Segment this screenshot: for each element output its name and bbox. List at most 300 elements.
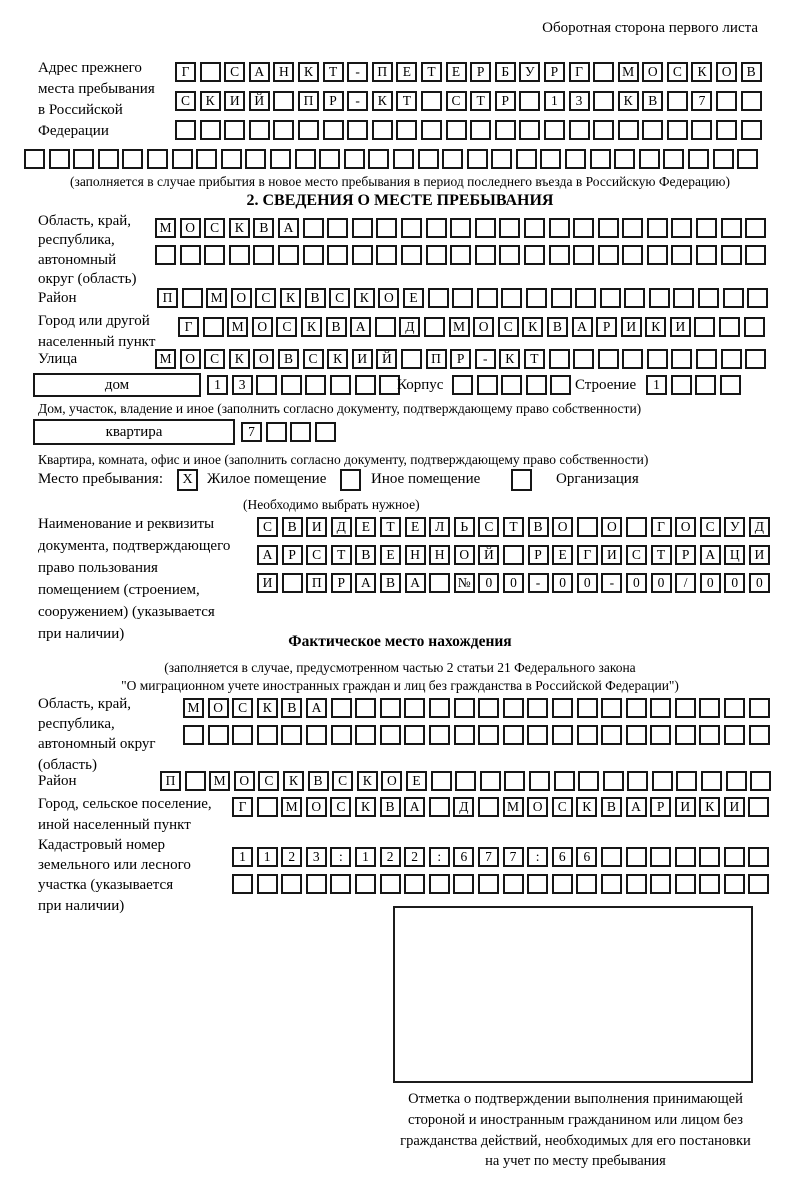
char-cell: О xyxy=(252,317,273,337)
char-cell xyxy=(748,797,769,817)
char-cell: В xyxy=(278,349,299,369)
char-cell: В xyxy=(326,317,347,337)
stay-option-org-label: Организация xyxy=(556,471,639,487)
char-cell xyxy=(720,375,741,395)
house-number-row xyxy=(207,375,400,395)
char-cell xyxy=(671,349,692,369)
label-line: места пребывания xyxy=(38,81,155,97)
char-cell: Н xyxy=(273,62,294,82)
stay-checkbox-inoe xyxy=(340,469,361,491)
label-line: (область) xyxy=(38,756,97,773)
char-cell: К xyxy=(691,62,712,82)
char-cell xyxy=(203,317,224,337)
char-cell xyxy=(721,245,742,265)
char-cell xyxy=(475,218,496,238)
char-cell: 0 xyxy=(478,573,499,593)
char-cell xyxy=(524,245,545,265)
apartment-type-box: квартира xyxy=(33,419,235,445)
char-cell xyxy=(549,245,570,265)
char-cell xyxy=(282,573,303,593)
label-line: Федерации xyxy=(38,123,109,139)
region-row-1 xyxy=(155,218,766,238)
char-cell: К xyxy=(645,317,666,337)
char-cell xyxy=(200,62,221,82)
char-cell xyxy=(741,120,762,140)
char-cell xyxy=(549,218,570,238)
char-cell xyxy=(639,149,660,169)
char-cell: В xyxy=(380,573,401,593)
char-cell xyxy=(749,725,770,745)
char-cell xyxy=(724,847,745,867)
char-cell xyxy=(122,149,143,169)
stay-place-label: Место пребывания: xyxy=(38,471,163,487)
char-cell: А xyxy=(626,797,647,817)
char-cell: О xyxy=(306,797,327,817)
char-cell: П xyxy=(306,573,327,593)
cadastral-label xyxy=(38,835,191,916)
char-cell: Р xyxy=(323,91,344,111)
char-cell: Г xyxy=(178,317,199,337)
char-cell: 7 xyxy=(478,847,499,867)
corner-note: Оборотная сторона первого листа xyxy=(542,20,758,36)
char-cell xyxy=(501,288,522,308)
char-cell xyxy=(147,149,168,169)
char-cell: Р xyxy=(331,573,352,593)
char-cell xyxy=(598,218,619,238)
char-cell: Д xyxy=(399,317,420,337)
char-cell xyxy=(745,218,766,238)
char-cell: С xyxy=(232,698,253,718)
char-cell xyxy=(701,771,722,791)
char-cell xyxy=(429,573,450,593)
char-cell xyxy=(376,245,397,265)
char-cell: А xyxy=(404,797,425,817)
actual-region-row-2 xyxy=(183,725,770,745)
char-cell xyxy=(593,62,614,82)
char-cell xyxy=(696,245,717,265)
char-cell: - xyxy=(475,349,496,369)
char-cell: 0 xyxy=(503,573,524,593)
char-cell xyxy=(577,725,598,745)
char-cell xyxy=(529,771,550,791)
char-cell: И xyxy=(352,349,373,369)
char-cell: К xyxy=(327,349,348,369)
char-cell xyxy=(601,874,622,894)
char-cell xyxy=(478,797,499,817)
char-cell: П xyxy=(298,91,319,111)
char-cell: 0 xyxy=(577,573,598,593)
actual-city-label xyxy=(38,794,212,835)
prev-address-label xyxy=(38,58,155,142)
char-cell: Р xyxy=(596,317,617,337)
char-cell xyxy=(330,874,351,894)
char-cell xyxy=(747,288,768,308)
label-line: помещением (строением, xyxy=(38,581,200,598)
char-cell xyxy=(499,245,520,265)
char-cell xyxy=(601,725,622,745)
char-cell xyxy=(306,725,327,745)
char-cell xyxy=(652,771,673,791)
char-cell: Р xyxy=(495,91,516,111)
char-cell: К xyxy=(357,771,378,791)
char-cell: В xyxy=(355,545,376,565)
char-cell xyxy=(421,120,442,140)
char-cell xyxy=(573,349,594,369)
char-cell: О xyxy=(675,517,696,537)
char-cell: - xyxy=(347,91,368,111)
char-cell xyxy=(671,245,692,265)
char-cell xyxy=(327,245,348,265)
char-cell: О xyxy=(716,62,737,82)
char-cell xyxy=(429,698,450,718)
char-cell xyxy=(221,149,242,169)
char-cell: Т xyxy=(651,545,672,565)
apartment-number-row xyxy=(241,422,336,442)
char-cell xyxy=(298,120,319,140)
char-cell xyxy=(452,288,473,308)
char-cell: К xyxy=(354,288,375,308)
char-cell xyxy=(503,874,524,894)
char-cell xyxy=(224,120,245,140)
label-line: Город, сельское поселение, xyxy=(38,796,212,812)
char-cell: 0 xyxy=(724,573,745,593)
stamp-box xyxy=(393,906,753,1083)
char-cell: М xyxy=(503,797,524,817)
prev-address-row-3 xyxy=(175,120,762,140)
house-type-box: дом xyxy=(33,373,201,397)
prev-address-row-1 xyxy=(175,62,762,82)
char-cell: К xyxy=(522,317,543,337)
actual-city-row xyxy=(232,797,769,817)
char-cell: С xyxy=(330,797,351,817)
char-cell xyxy=(526,288,547,308)
char-cell xyxy=(477,288,498,308)
char-cell xyxy=(323,120,344,140)
prev-address-row-4 xyxy=(24,149,758,169)
char-cell xyxy=(401,245,422,265)
char-cell xyxy=(426,245,447,265)
char-cell: И xyxy=(601,545,622,565)
char-cell xyxy=(303,218,324,238)
cadastral-row-1 xyxy=(232,847,769,867)
char-cell: С xyxy=(667,62,688,82)
stay-note: (Необходимо выбрать нужное) xyxy=(243,497,420,512)
char-cell: Р xyxy=(282,545,303,565)
label-line: иной населенный пункт xyxy=(38,816,191,833)
document-label xyxy=(38,514,230,645)
char-cell xyxy=(253,245,274,265)
char-cell xyxy=(622,349,643,369)
char-cell xyxy=(626,698,647,718)
char-cell: С xyxy=(700,517,721,537)
char-cell xyxy=(424,317,445,337)
char-cell: В xyxy=(281,698,302,718)
char-cell: 6 xyxy=(552,847,573,867)
char-cell xyxy=(676,771,697,791)
label-line: стороной и иностранным гражданином или лицом без xyxy=(408,1111,743,1128)
char-cell: В xyxy=(547,317,568,337)
char-cell xyxy=(593,120,614,140)
char-cell xyxy=(257,874,278,894)
char-cell: - xyxy=(347,62,368,82)
char-cell xyxy=(748,847,769,867)
char-cell: 3 xyxy=(232,375,253,395)
char-cell: А xyxy=(350,317,371,337)
char-cell: М xyxy=(206,288,227,308)
char-cell: 2 xyxy=(404,847,425,867)
char-cell xyxy=(598,349,619,369)
char-cell: К xyxy=(576,797,597,817)
label-line: автономный xyxy=(38,251,117,268)
char-cell xyxy=(245,149,266,169)
char-cell xyxy=(501,375,522,395)
char-cell xyxy=(527,725,548,745)
char-cell: С xyxy=(498,317,519,337)
char-cell xyxy=(404,725,425,745)
char-cell: С xyxy=(446,91,467,111)
char-cell xyxy=(713,149,734,169)
char-cell xyxy=(724,698,745,718)
char-cell xyxy=(204,245,225,265)
char-cell xyxy=(295,149,316,169)
char-cell xyxy=(319,149,340,169)
char-cell xyxy=(663,149,684,169)
document-row-1 xyxy=(257,517,770,537)
region-label xyxy=(38,212,136,290)
char-cell: Й xyxy=(249,91,270,111)
char-cell: 2 xyxy=(281,847,302,867)
char-cell: Д xyxy=(749,517,770,537)
char-cell xyxy=(503,725,524,745)
actual-district-label: Район xyxy=(38,773,77,789)
cadastral-row-2 xyxy=(232,874,769,894)
street-label: Улица xyxy=(38,351,78,367)
char-cell xyxy=(257,797,278,817)
char-cell: У xyxy=(519,62,540,82)
char-cell xyxy=(750,771,771,791)
char-cell: 6 xyxy=(453,847,474,867)
char-cell: 1 xyxy=(232,847,253,867)
char-cell xyxy=(699,874,720,894)
char-cell xyxy=(450,218,471,238)
char-cell: К xyxy=(499,349,520,369)
char-cell xyxy=(504,771,525,791)
char-cell: Т xyxy=(331,545,352,565)
char-cell xyxy=(499,218,520,238)
char-cell: П xyxy=(160,771,181,791)
char-cell: : xyxy=(330,847,351,867)
char-cell xyxy=(694,317,715,337)
char-cell: 1 xyxy=(257,847,278,867)
char-cell xyxy=(696,349,717,369)
char-cell: А xyxy=(278,218,299,238)
char-cell: С xyxy=(175,91,196,111)
char-cell xyxy=(724,725,745,745)
char-cell xyxy=(601,847,622,867)
char-cell xyxy=(478,874,499,894)
char-cell xyxy=(552,698,573,718)
char-cell: С xyxy=(626,545,647,565)
char-cell: Е xyxy=(380,545,401,565)
stay-option-zhiloe-label: Жилое помещение xyxy=(207,471,327,487)
char-cell: К xyxy=(618,91,639,111)
char-cell xyxy=(593,91,614,111)
char-cell xyxy=(454,698,475,718)
label-line: на учет по месту пребывания xyxy=(485,1153,666,1170)
char-cell: И xyxy=(749,545,770,565)
char-cell: Т xyxy=(524,349,545,369)
char-cell: Д xyxy=(331,517,352,537)
char-cell xyxy=(624,288,645,308)
char-cell xyxy=(699,847,720,867)
city-label xyxy=(38,311,155,352)
char-cell xyxy=(696,218,717,238)
char-cell: А xyxy=(405,573,426,593)
section2-title: 2. СВЕДЕНИЯ О МЕСТЕ ПРЕБЫВАНИЯ xyxy=(246,192,554,209)
char-cell xyxy=(600,288,621,308)
label-line: Область, край, xyxy=(38,696,132,712)
char-cell xyxy=(375,317,396,337)
char-cell: К xyxy=(301,317,322,337)
char-cell xyxy=(393,149,414,169)
region-row-2 xyxy=(155,245,766,265)
char-cell xyxy=(347,120,368,140)
stroenie-row xyxy=(646,375,741,395)
char-cell xyxy=(175,120,196,140)
char-cell xyxy=(590,149,611,169)
char-cell xyxy=(453,874,474,894)
char-cell xyxy=(477,375,498,395)
label-line: документа, подтверждающего xyxy=(38,537,231,554)
char-cell: № xyxy=(454,573,475,593)
char-cell xyxy=(603,771,624,791)
char-cell xyxy=(452,375,473,395)
char-cell: 3 xyxy=(306,847,327,867)
char-cell: К xyxy=(229,218,250,238)
char-cell: О xyxy=(552,517,573,537)
char-cell xyxy=(691,120,712,140)
char-cell: 0 xyxy=(700,573,721,593)
char-cell xyxy=(699,725,720,745)
char-cell: М xyxy=(209,771,230,791)
char-cell xyxy=(380,725,401,745)
label-line: участка (указывается xyxy=(38,877,174,894)
char-cell xyxy=(626,847,647,867)
char-cell xyxy=(98,149,119,169)
char-cell xyxy=(470,120,491,140)
char-cell: К xyxy=(355,797,376,817)
char-cell xyxy=(249,120,270,140)
label-line: Город или другой xyxy=(38,313,150,329)
char-cell: 3 xyxy=(569,91,590,111)
char-cell xyxy=(647,349,668,369)
char-cell xyxy=(527,874,548,894)
char-cell xyxy=(331,725,352,745)
char-cell: К xyxy=(298,62,319,82)
char-cell: С xyxy=(329,288,350,308)
char-cell: / xyxy=(675,573,696,593)
stroenie-label: Строение xyxy=(575,377,637,393)
char-cell xyxy=(257,725,278,745)
char-cell xyxy=(749,698,770,718)
char-cell: У xyxy=(724,517,745,537)
house-note: Дом, участок, владение и иное (заполнить согласно документу, подтверждающему право собственности) xyxy=(38,401,642,416)
label-line: земельного или лесного xyxy=(38,857,191,874)
char-cell xyxy=(647,218,668,238)
label-line: населенный пункт xyxy=(38,333,156,350)
label-line: Адрес прежнего xyxy=(38,60,142,76)
char-cell xyxy=(368,149,389,169)
char-cell xyxy=(540,149,561,169)
char-cell xyxy=(577,698,598,718)
char-cell: В xyxy=(642,91,663,111)
district-row xyxy=(157,288,768,308)
char-cell xyxy=(642,120,663,140)
actual-region-label xyxy=(38,694,156,775)
char-cell xyxy=(650,874,671,894)
label-line: при наличии) xyxy=(38,625,125,642)
char-cell: 1 xyxy=(544,91,565,111)
char-cell: М xyxy=(449,317,470,337)
label-line: в Российской xyxy=(38,102,123,118)
char-cell: 0 xyxy=(651,573,672,593)
char-cell: Р xyxy=(544,62,565,82)
char-cell: В xyxy=(282,517,303,537)
char-cell: О xyxy=(180,349,201,369)
char-cell: О xyxy=(473,317,494,337)
char-cell: П xyxy=(426,349,447,369)
char-cell xyxy=(404,698,425,718)
char-cell xyxy=(649,288,670,308)
char-cell: М xyxy=(281,797,302,817)
char-cell xyxy=(699,698,720,718)
char-cell: О xyxy=(253,349,274,369)
stay-checkbox-zhiloe: X xyxy=(177,469,198,491)
char-cell xyxy=(627,771,648,791)
char-cell: С xyxy=(258,771,279,791)
char-cell xyxy=(73,149,94,169)
label-line: при наличии) xyxy=(38,897,125,914)
document-row-3 xyxy=(257,573,770,593)
char-cell xyxy=(519,120,540,140)
char-cell xyxy=(688,149,709,169)
char-cell: С xyxy=(552,797,573,817)
label-line: Область, край, xyxy=(38,213,132,229)
char-cell xyxy=(352,245,373,265)
char-cell xyxy=(745,349,766,369)
char-cell xyxy=(182,288,203,308)
char-cell xyxy=(626,517,647,537)
char-cell xyxy=(575,288,596,308)
char-cell xyxy=(266,422,287,442)
char-cell: К xyxy=(372,91,393,111)
char-cell: А xyxy=(572,317,593,337)
char-cell: Ц xyxy=(724,545,745,565)
char-cell xyxy=(503,545,524,565)
char-cell: 0 xyxy=(749,573,770,593)
char-cell xyxy=(626,874,647,894)
char-cell xyxy=(303,245,324,265)
char-cell xyxy=(671,375,692,395)
char-cell xyxy=(450,245,471,265)
char-cell xyxy=(578,771,599,791)
char-cell xyxy=(675,874,696,894)
char-cell xyxy=(355,698,376,718)
char-cell xyxy=(429,874,450,894)
char-cell xyxy=(185,771,206,791)
char-cell: М xyxy=(155,218,176,238)
char-cell xyxy=(446,120,467,140)
